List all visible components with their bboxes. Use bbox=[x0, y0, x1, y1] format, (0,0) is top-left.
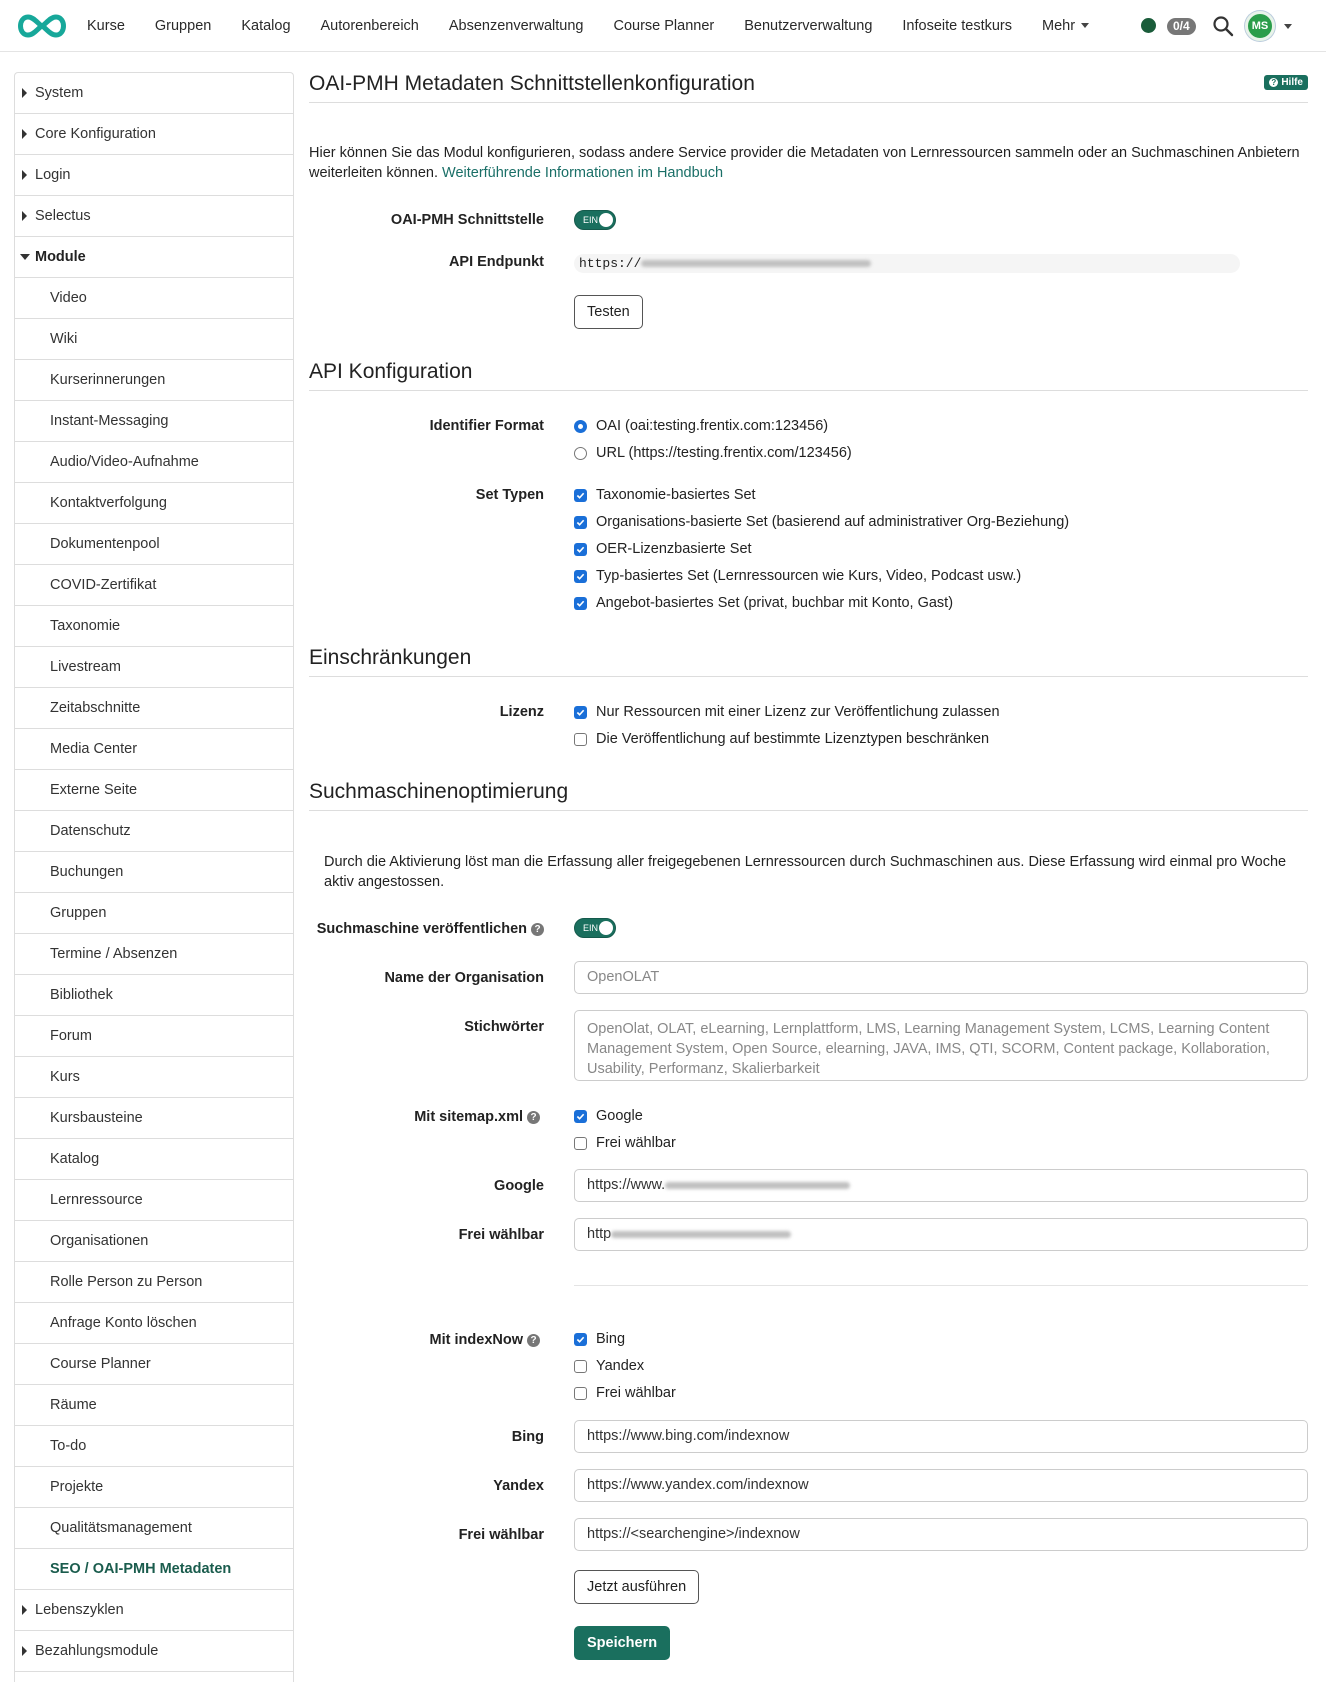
sidebar-subitem[interactable] bbox=[15, 1303, 293, 1344]
question-circle-icon: ? bbox=[1269, 78, 1278, 87]
seo-heading: Suchmaschinenoptimierung bbox=[309, 780, 1308, 811]
set-type-option[interactable] bbox=[574, 487, 756, 503]
sidebar-subitem[interactable] bbox=[15, 1262, 293, 1303]
checkbox-checked[interactable] bbox=[574, 543, 587, 556]
free2-url-label: Frei wählbar bbox=[458, 1527, 544, 1543]
sidebar-item[interactable] bbox=[15, 1631, 293, 1672]
identifier-option-url-label: URL (https://testing.frentix.com/123456) bbox=[596, 445, 852, 461]
save-button[interactable]: Speichern bbox=[574, 1626, 670, 1660]
sidebar-subitem[interactable] bbox=[15, 278, 293, 319]
sidebar-item-label: System bbox=[35, 85, 84, 101]
user-avatar[interactable]: MS bbox=[1245, 11, 1275, 41]
checkbox-unchecked[interactable] bbox=[574, 1387, 587, 1400]
sidebar-item-label: Termine / Absenzen bbox=[50, 946, 178, 962]
top-navbar bbox=[0, 0, 1326, 52]
caret-right-icon bbox=[22, 211, 27, 221]
sidebar-item-label: Kurs bbox=[50, 1069, 80, 1085]
sidebar-subitem[interactable] bbox=[15, 1180, 293, 1221]
sidebar-item-label: Media Center bbox=[50, 741, 138, 757]
free2-url-input[interactable]: https://<searchengine>/indexnow bbox=[574, 1518, 1308, 1551]
redacted-url bbox=[641, 260, 871, 267]
chevron-down-icon bbox=[1081, 23, 1089, 28]
indexnow-option-free[interactable] bbox=[574, 1385, 676, 1401]
indexnow-option-bing-label: Bing bbox=[596, 1331, 626, 1347]
google-url-value: https://www. bbox=[587, 1177, 666, 1193]
sidebar-item-label: To-do bbox=[50, 1438, 87, 1454]
set-type-option[interactable] bbox=[574, 514, 1069, 530]
sidebar-item-label: Qualitätsmanagement bbox=[50, 1520, 192, 1536]
sidebar-item-label: Taxonomie bbox=[50, 618, 121, 634]
yandex-url-input[interactable]: https://www.yandex.com/indexnow bbox=[574, 1469, 1308, 1502]
toggle-on-text: EIN bbox=[583, 923, 599, 933]
radio-selected[interactable] bbox=[574, 420, 587, 433]
sidebar-subitem[interactable] bbox=[15, 975, 293, 1016]
checkbox-unchecked[interactable] bbox=[574, 733, 587, 746]
sidebar-item-label: Course Planner bbox=[50, 1356, 151, 1372]
caret-right-icon bbox=[22, 1646, 27, 1656]
sidebar-item-label: Buchungen bbox=[50, 864, 124, 880]
sidebar-item-label: Kursbausteine bbox=[50, 1110, 143, 1126]
oai-pmh-label: OAI-PMH Schnittstelle bbox=[390, 212, 544, 228]
nav-benutzerverwaltung[interactable]: Benutzerverwaltung bbox=[744, 18, 873, 34]
sidebar-item[interactable] bbox=[15, 114, 293, 155]
bing-url-input[interactable]: https://www.bing.com/indexnow bbox=[574, 1420, 1308, 1453]
sidebar-item-label: Kontaktverfolgung bbox=[50, 495, 167, 511]
main-content bbox=[309, 72, 1308, 1651]
indexnow-label-text: Mit indexNow bbox=[429, 1332, 523, 1348]
run-now-button[interactable]: Jetzt ausführen bbox=[574, 1570, 699, 1604]
yandex-url-label: Yandex bbox=[493, 1478, 544, 1494]
toggle-knob bbox=[599, 213, 613, 227]
caret-right-icon bbox=[22, 88, 27, 98]
indexnow-option-free-label: Frei wählbar bbox=[596, 1385, 676, 1401]
sidebar-item[interactable] bbox=[15, 155, 293, 196]
sidebar-item[interactable] bbox=[15, 1590, 293, 1631]
sitemap-option-free-label: Frei wählbar bbox=[596, 1135, 676, 1151]
sidebar-item-label: Livestream bbox=[50, 659, 121, 675]
nav-infoseite[interactable]: Infoseite testkurs bbox=[902, 18, 1013, 34]
sidebar-item-label: Datenschutz bbox=[50, 823, 131, 839]
nav-course-planner[interactable]: Course Planner bbox=[613, 18, 715, 34]
set-type-option-label: OER-Lizenzbasierte Set bbox=[596, 541, 752, 557]
sidebar-item-label: SEO / OAI-PMH Metadaten bbox=[50, 1561, 232, 1577]
free-url-value: http bbox=[587, 1226, 612, 1242]
openolat-logo-icon[interactable] bbox=[14, 12, 70, 40]
api-endpoint-value bbox=[574, 254, 1240, 273]
identifier-format-label: Identifier Format bbox=[429, 418, 544, 434]
sidebar-subitem[interactable] bbox=[15, 1057, 293, 1098]
sidebar-subitem[interactable] bbox=[15, 934, 293, 975]
checkbox-checked[interactable] bbox=[574, 1333, 587, 1346]
nav-gruppen[interactable]: Gruppen bbox=[154, 18, 212, 34]
sidebar-item-label: Projekte bbox=[50, 1479, 104, 1495]
question-circle-icon[interactable]: ? bbox=[531, 923, 544, 936]
sidebar-item-label: Forum bbox=[50, 1028, 92, 1044]
seo-description: Durch die Aktivierung löst man die Erfassung aller freigegebenen Lernressourcen durch Suchmaschinen aus. Diese Erfassung wird einmal pro Woche aktiv angestossen. bbox=[324, 854, 1287, 890]
sidebar-item-label: Wiki bbox=[50, 331, 78, 347]
sidebar-item-label: Instant-Messaging bbox=[50, 413, 169, 429]
oai-pmh-toggle[interactable] bbox=[574, 210, 616, 230]
sitemap-label-text: Mit sitemap.xml bbox=[414, 1109, 523, 1125]
help-button[interactable] bbox=[1264, 75, 1308, 90]
page-title bbox=[309, 72, 1308, 103]
radio-unselected[interactable] bbox=[574, 447, 587, 460]
sidebar-item-label: Rolle Person zu Person bbox=[50, 1274, 203, 1290]
sidebar-item-label: Externe Seite bbox=[50, 782, 138, 798]
page-title-text: OAI-PMH Metadaten Schnittstellenkonfiguration bbox=[309, 72, 755, 95]
sidebar-item-label: Module bbox=[35, 249, 86, 265]
sidebar-item-label: Audio/Video-Aufnahme bbox=[50, 454, 199, 470]
question-circle-icon[interactable]: ? bbox=[527, 1111, 540, 1124]
sidebar-item-label: Anfrage Konto löschen bbox=[50, 1315, 197, 1331]
sidebar-subitem[interactable] bbox=[15, 893, 293, 934]
search-icon[interactable] bbox=[1212, 15, 1234, 37]
sitemap-option-google[interactable] bbox=[574, 1108, 643, 1124]
sidebar-item-label: Video bbox=[50, 290, 87, 306]
sidebar-item-label: Core Konfiguration bbox=[35, 126, 156, 142]
identifier-option-url[interactable] bbox=[574, 445, 852, 461]
org-name-input[interactable]: OpenOLAT bbox=[574, 961, 1308, 994]
restrictions-heading: Einschränkungen bbox=[309, 646, 1308, 677]
nav-autorenbereich[interactable]: Autorenbereich bbox=[320, 18, 419, 34]
set-type-option-label: Angebot-basiertes Set (privat, buchbar mit Konto, Gast) bbox=[596, 595, 954, 611]
license-option-allow-label: Nur Ressourcen mit einer Lizenz zur Veröffentlichung zulassen bbox=[596, 704, 1000, 720]
org-name-label: Name der Organisation bbox=[384, 970, 544, 986]
google-url-label: Google bbox=[494, 1178, 544, 1194]
license-label: Lizenz bbox=[499, 704, 544, 720]
api-config-heading: API Konfiguration bbox=[309, 360, 1308, 391]
sidebar-subitem[interactable] bbox=[15, 1098, 293, 1139]
sidebar-subitem[interactable] bbox=[15, 319, 293, 360]
redacted-url bbox=[665, 1182, 850, 1189]
toggle-knob bbox=[599, 921, 613, 935]
sidebar-item-label: Lernressource bbox=[50, 1192, 143, 1208]
sidebar-item-label: COVID-Zertifikat bbox=[50, 577, 157, 593]
sidebar-subitem-active[interactable] bbox=[15, 1549, 293, 1590]
intro-text bbox=[309, 143, 1308, 183]
sidebar-subitem[interactable] bbox=[15, 1016, 293, 1057]
sidebar-subitem[interactable] bbox=[15, 442, 293, 483]
set-type-option-label: Taxonomie-basiertes Set bbox=[596, 487, 756, 503]
sidebar-subitem[interactable] bbox=[15, 1139, 293, 1180]
sidebar-item-label: Zeitabschnitte bbox=[50, 700, 141, 716]
checkbox-checked[interactable] bbox=[574, 570, 587, 583]
free-url-input[interactable] bbox=[574, 1218, 1308, 1251]
nav-absenzenverwaltung[interactable]: Absenzenverwaltung bbox=[448, 18, 584, 34]
license-option-restrict-label: Die Veröffentlichung auf bestimmte Lizenztypen beschränken bbox=[596, 731, 990, 747]
test-button[interactable]: Testen bbox=[574, 295, 643, 329]
sidebar-item-label: Katalog bbox=[50, 1151, 100, 1167]
sidebar-item-label: Lebenszyklen bbox=[35, 1602, 124, 1618]
nav-katalog[interactable]: Katalog bbox=[241, 18, 291, 34]
sidebar-item-label: Räume bbox=[50, 1397, 97, 1413]
online-status-icon[interactable] bbox=[1141, 18, 1156, 33]
sidebar-subitem[interactable] bbox=[15, 401, 293, 442]
sidebar-subitem[interactable] bbox=[15, 524, 293, 565]
set-type-option[interactable] bbox=[574, 568, 1021, 584]
help-label: Hilfe bbox=[1281, 77, 1303, 88]
sidebar-subitem[interactable] bbox=[15, 852, 293, 893]
sidebar-item-label: Bibliothek bbox=[50, 987, 113, 1003]
publish-toggle[interactable] bbox=[574, 918, 616, 938]
handbook-link[interactable]: Weiterführende Informationen im Handbuch bbox=[442, 165, 724, 181]
identifier-option-oai[interactable] bbox=[574, 418, 828, 434]
sidebar-item-label: Kurserinnerungen bbox=[50, 372, 166, 388]
sidebar-item-label: Login bbox=[35, 167, 71, 183]
toggle-on-text: EIN bbox=[583, 215, 599, 225]
sidebar-subitem[interactable] bbox=[15, 688, 293, 729]
nav-kurse[interactable]: Kurse bbox=[87, 18, 125, 34]
sidebar-subitem[interactable] bbox=[15, 483, 293, 524]
set-type-option-label: Organisations-basierte Set (basierend auf administrativer Org-Beziehung) bbox=[596, 514, 1070, 530]
sidebar-subitem[interactable] bbox=[15, 1508, 293, 1549]
sidebar-item-module[interactable] bbox=[15, 237, 293, 278]
license-option-restrict[interactable] bbox=[574, 731, 989, 747]
main-nav bbox=[72, 0, 1104, 52]
sidebar-subitem[interactable] bbox=[15, 606, 293, 647]
notification-count-badge[interactable]: 0/4 bbox=[1167, 18, 1196, 35]
checkbox-unchecked[interactable] bbox=[574, 1360, 587, 1373]
sidebar-item-label: Bezahlungsmodule bbox=[35, 1643, 159, 1659]
identifier-option-oai-label: OAI (oai:testing.frentix.com:123456) bbox=[596, 418, 829, 434]
question-circle-icon[interactable]: ? bbox=[527, 1334, 540, 1347]
caret-down-icon bbox=[20, 254, 30, 260]
checkbox-checked[interactable] bbox=[574, 706, 587, 719]
sidebar-subitem[interactable] bbox=[15, 1385, 293, 1426]
sidebar-item[interactable] bbox=[15, 73, 293, 114]
publish-label-text: Suchmaschine veröffentlichen bbox=[316, 921, 527, 937]
sidebar-item[interactable] bbox=[15, 196, 293, 237]
sidebar-subitem[interactable] bbox=[15, 770, 293, 811]
intro-text-body: Hier können Sie das Modul konfigurieren, sodass andere Service provider die Metadaten von Lernressourcen sammeln oder an Suchmaschinen Anbietern weiterleiten können. bbox=[309, 145, 1300, 181]
keywords-textarea[interactable]: OpenOlat, OLAT, eLearning, Lernplattform, LMS, Learning Management System, LCMS, Learning Content Management System, Open Source, elearning, JAVA, IMS, QTI, SCORM, Content package, Kollaboration, Usability, Performanz, Skalierbarkeit bbox=[574, 1010, 1308, 1081]
sidebar-subitem[interactable] bbox=[15, 1344, 293, 1385]
sidebar bbox=[14, 72, 294, 1682]
sidebar-subitem[interactable] bbox=[15, 1221, 293, 1262]
sidebar-subitem[interactable] bbox=[15, 565, 293, 606]
checkbox-checked[interactable] bbox=[574, 516, 587, 529]
sidebar-subitem[interactable] bbox=[15, 729, 293, 770]
sidebar-item-label: Dokumentenpool bbox=[50, 536, 160, 552]
set-type-option[interactable] bbox=[574, 595, 953, 611]
set-type-option[interactable] bbox=[574, 541, 752, 557]
divider bbox=[574, 1285, 1308, 1286]
set-types-label: Set Typen bbox=[475, 487, 544, 503]
indexnow-option-bing[interactable] bbox=[574, 1331, 625, 1347]
chevron-down-icon[interactable] bbox=[1284, 24, 1292, 29]
api-endpoint-prefix: https:// bbox=[579, 256, 642, 271]
publish-label bbox=[309, 921, 544, 937]
caret-right-icon bbox=[22, 129, 27, 139]
google-url-input[interactable] bbox=[574, 1169, 1308, 1202]
api-endpoint-label: API Endpunkt bbox=[448, 254, 544, 270]
sidebar-subitem[interactable] bbox=[15, 647, 293, 688]
sidebar-subitem[interactable] bbox=[15, 811, 293, 852]
checkbox-checked[interactable] bbox=[574, 489, 587, 502]
sidebar-item-label: Gruppen bbox=[50, 905, 107, 921]
sidebar-subitem[interactable] bbox=[15, 360, 293, 401]
indexnow-option-yandex-label: Yandex bbox=[596, 1358, 645, 1374]
set-type-option-label: Typ-basiertes Set (Lernressourcen wie Kurs, Video, Podcast usw.) bbox=[596, 568, 1022, 584]
caret-right-icon bbox=[22, 1605, 27, 1615]
nav-mehr-dropdown[interactable] bbox=[1027, 18, 1104, 34]
sidebar-item-label: Selectus bbox=[35, 208, 91, 224]
license-option-allow[interactable] bbox=[574, 704, 1000, 720]
keywords-label: Stichwörter bbox=[464, 1019, 544, 1035]
sitemap-option-free[interactable] bbox=[574, 1135, 676, 1151]
sidebar-subitem[interactable] bbox=[15, 1426, 293, 1467]
bing-url-label: Bing bbox=[511, 1429, 544, 1445]
checkbox-checked[interactable] bbox=[574, 597, 587, 610]
caret-right-icon bbox=[22, 170, 27, 180]
redacted-url bbox=[611, 1231, 791, 1238]
nav-mehr-label: Mehr bbox=[1042, 18, 1076, 34]
checkbox-unchecked[interactable] bbox=[574, 1137, 587, 1150]
sidebar-item-label: Organisationen bbox=[50, 1233, 149, 1249]
checkbox-checked[interactable] bbox=[574, 1110, 587, 1123]
indexnow-option-yandex[interactable] bbox=[574, 1358, 644, 1374]
sitemap-label bbox=[305, 1109, 540, 1125]
sidebar-subitem[interactable] bbox=[15, 1467, 293, 1508]
indexnow-label bbox=[305, 1332, 540, 1348]
free-url-label: Frei wählbar bbox=[458, 1227, 544, 1243]
sitemap-option-google-label: Google bbox=[596, 1108, 643, 1124]
